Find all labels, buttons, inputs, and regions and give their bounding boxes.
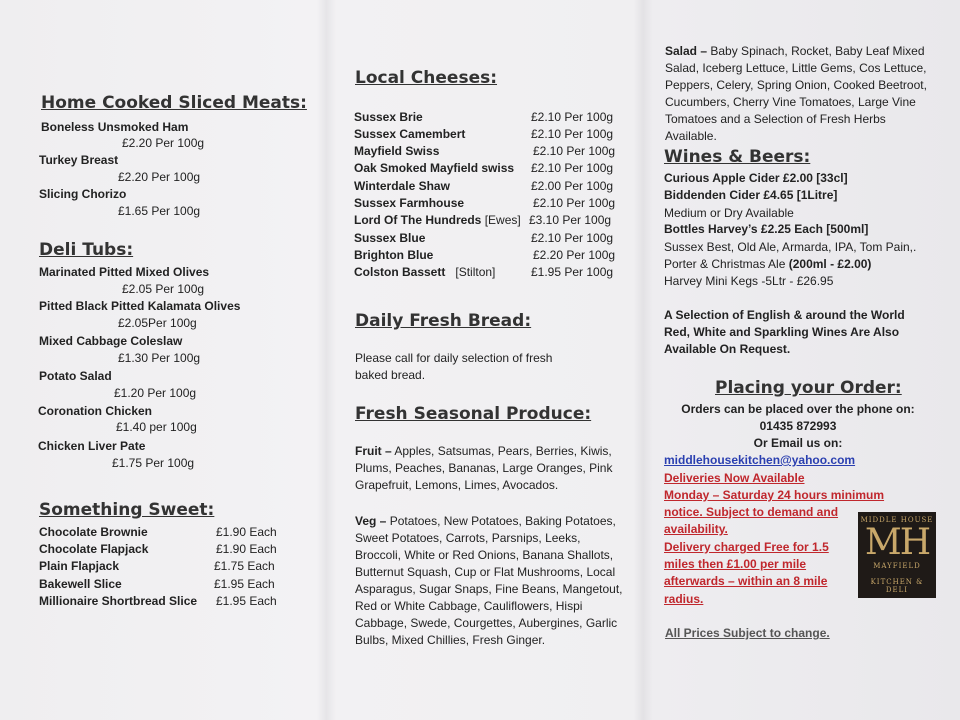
wine-line: Medium or Dry Available xyxy=(664,206,794,220)
delivery-line: afterwards – within an 8 mile xyxy=(664,574,828,588)
sweet-price: £1.75 Each xyxy=(214,559,275,573)
cheese-name: Oak Smoked Mayfield swiss xyxy=(354,161,515,175)
logo-place: MAYFIELD xyxy=(873,562,921,570)
wine-note: A Selection of English & around the World xyxy=(664,308,905,322)
cheese-name: Colston Bassett xyxy=(354,265,446,279)
sweet-price: £1.90 Each xyxy=(216,542,277,556)
wines-heading: Wines & Beers: xyxy=(664,147,811,167)
produce-heading: Fresh Seasonal Produce: xyxy=(355,404,592,424)
deli-price: £1.75 Per 100g xyxy=(112,456,195,470)
cheese-extra: [Ewes] xyxy=(484,213,521,227)
deli-price: £2.05Per 100g xyxy=(118,316,197,330)
cheeses-heading: Local Cheeses: xyxy=(355,68,498,88)
delivery-line: Monday – Saturday 24 hours minimum xyxy=(664,488,885,502)
delivery-line: Delivery charged Free for 1.5 xyxy=(664,540,829,554)
deli-name: Marinated Pitted Mixed Olives xyxy=(39,265,210,279)
sweet-name: Plain Flapjack xyxy=(39,559,120,573)
delivery-line: radius. xyxy=(664,592,704,606)
fruit-paragraph xyxy=(355,443,627,494)
cheese-price: £2.10 Per 100g xyxy=(531,127,614,141)
cheese-price: £2.10 Per 100g xyxy=(531,110,614,124)
deli-price: £1.30 Per 100g xyxy=(118,351,201,365)
deli-name: Chicken Liver Pate xyxy=(38,439,146,453)
cheese-name: Sussex Blue xyxy=(354,231,426,245)
cheese-name: Mayfield Swiss xyxy=(354,144,440,158)
veg-text: Potatoes, New Potatoes, Baking Potatoes, Sweet Potatoes, Carrots, Parsnips, Leeks, Broccoli, White or Red Onions, Banana Shallots, Butternut Squash, Cup or Flat Mushrooms, Local Asparagus, Sugar Snaps, Fine Beans, Mangetout, Red or White Cabbage, Cauliflowers, Hispi Cabbage, Swede, Courgettes, Aubergines, Garlic Bulbs, Mixed Chillies, Fresh Ginger. xyxy=(355,514,623,647)
deli-price: £1.40 per 100g xyxy=(116,420,197,434)
cheese-name: Sussex Camembert xyxy=(354,127,466,141)
wine-line-a: Porter & Christmas Ale xyxy=(664,257,789,271)
delivery-line: availability. xyxy=(664,522,728,536)
sweet-name: Millionaire Shortbread Slice xyxy=(39,594,198,608)
deli-price: £2.05 Per 100g xyxy=(122,282,205,296)
meats-heading: Home Cooked Sliced Meats: xyxy=(41,93,307,113)
wine-line-b: (200ml - £2.00) xyxy=(788,257,872,271)
wine-note: Red, White and Sparkling Wines Are Also xyxy=(664,325,900,339)
meat-price: £1.65 Per 100g xyxy=(118,204,201,218)
wine-line xyxy=(664,257,871,271)
sweet-row xyxy=(39,594,277,608)
cheese-price: £2.10 Per 100g xyxy=(533,144,616,158)
delivery-line: Deliveries Now Available xyxy=(664,471,805,485)
cheese-row xyxy=(354,231,614,245)
cheese-row xyxy=(354,196,616,210)
bread-text: Please call for daily selection of fresh xyxy=(355,351,553,365)
sweet-row xyxy=(39,559,275,573)
wine-line: Harvey Mini Kegs -5Ltr - £26.95 xyxy=(664,274,834,288)
wine-note: Available On Request. xyxy=(664,342,791,356)
cheese-name: Lord Of The Hundreds xyxy=(354,213,482,227)
prices-note: All Prices Subject to change. xyxy=(665,626,830,640)
cheese-extra: [Stilton] xyxy=(455,265,496,279)
order-heading: Placing your Order: xyxy=(715,378,902,398)
order-phone[interactable]: 01435 872993 xyxy=(759,419,837,433)
cheese-price: £2.10 Per 100g xyxy=(531,161,614,175)
deli-heading: Deli Tubs: xyxy=(39,240,134,260)
sweet-price: £1.95 Each xyxy=(214,577,275,591)
cheese-price: £1.95 Per 100g xyxy=(531,265,614,279)
deli-name: Pitted Black Pitted Kalamata Olives xyxy=(39,299,241,313)
wine-line: Bottles Harvey’s £2.25 Each [500ml] xyxy=(664,222,869,236)
meat-name: Turkey Breast xyxy=(39,153,119,167)
cheese-name: Sussex Farmhouse xyxy=(354,196,465,210)
meat-price: £2.20 Per 100g xyxy=(122,136,205,150)
order-line: Orders can be placed over the phone on: xyxy=(681,402,915,416)
cheese-row xyxy=(354,248,616,262)
logo-top-text: MIDDLE HOUSE xyxy=(860,516,934,524)
veg-label: Veg – xyxy=(355,514,387,528)
sweet-name: Chocolate Flapjack xyxy=(39,542,149,556)
cheese-row xyxy=(354,213,612,227)
cheese-price: £2.10 Per 100g xyxy=(533,196,616,210)
bread-heading: Daily Fresh Bread: xyxy=(355,311,532,331)
middle-house-logo xyxy=(858,512,936,598)
cheese-name: Winterdale Shaw xyxy=(354,179,450,193)
sweet-row xyxy=(39,577,275,591)
cheese-name: Brighton Blue xyxy=(354,248,434,262)
cheese-price: £2.00 Per 100g xyxy=(531,179,614,193)
sweet-name: Chocolate Brownie xyxy=(39,525,148,539)
deli-name: Potato Salad xyxy=(39,369,112,383)
email-link[interactable]: middlehousekitchen@yahoo.com xyxy=(664,453,856,467)
cheese-row xyxy=(354,110,614,124)
logo-bottom-text: KITCHEN & DELI xyxy=(870,578,924,594)
salad-label: Salad – xyxy=(665,44,708,58)
sweet-name: Bakewell Slice xyxy=(39,577,122,591)
deli-price: £1.20 Per 100g xyxy=(114,386,197,400)
wine-line: Biddenden Cider £4.65 [1Litre] xyxy=(664,188,838,202)
cheese-row xyxy=(354,127,614,141)
delivery-line: notice. Subject to demand and xyxy=(664,505,839,519)
sweet-row xyxy=(39,525,277,539)
cheese-price: £2.10 Per 100g xyxy=(531,231,614,245)
deli-name: Mixed Cabbage Coleslaw xyxy=(39,334,183,348)
fruit-label: Fruit – xyxy=(355,444,392,458)
sweet-heading: Something Sweet: xyxy=(39,500,215,520)
bread-text: baked bread. xyxy=(355,368,426,382)
order-line: Or Email us on: xyxy=(753,436,843,450)
salad-paragraph xyxy=(665,43,935,145)
cheese-price: £2.20 Per 100g xyxy=(533,248,616,262)
fruit-text: Apples, Satsumas, Pears, Berries, Kiwis, Plums, Peaches, Bananas, Large Oranges, Pink Grapefruit, Lemons, Limes, Avocados. xyxy=(355,444,613,492)
wine-line: Sussex Best, Old Ale, Armarda, IPA, Tom Pain,. xyxy=(664,240,917,254)
cheese-row xyxy=(354,179,614,193)
sweet-price: £1.90 Each xyxy=(216,525,277,539)
veg-paragraph xyxy=(355,513,623,649)
sweet-row xyxy=(39,542,277,556)
cheese-name: Sussex Brie xyxy=(354,110,423,124)
logo-mh: MH xyxy=(864,522,930,563)
cheese-row xyxy=(354,144,616,158)
meat-name: Boneless Unsmoked Ham xyxy=(41,120,189,134)
meat-price: £2.20 Per 100g xyxy=(118,170,201,184)
sweet-price: £1.95 Each xyxy=(216,594,277,608)
column-left xyxy=(38,0,308,720)
cheese-price: £3.10 Per 100g xyxy=(529,213,612,227)
delivery-line: miles then £1.00 per mile xyxy=(664,557,807,571)
salad-text: Baby Spinach, Rocket, Baby Leaf Mixed Salad, Iceberg Lettuce, Little Gems, Cos Lettuce, Peppers, Celery, Spring Onion, Cooked Beetroot, Cucumbers, Cherry Vine Tomatoes, Large Vine Tomatoes and a Selection of Fresh Herbs Available. xyxy=(665,44,927,143)
meat-name: Slicing Chorizo xyxy=(39,187,127,201)
column-right xyxy=(663,0,953,720)
deli-name: Coronation Chicken xyxy=(38,404,153,418)
column-middle xyxy=(354,0,634,720)
wine-line: Curious Apple Cider £2.00 [33cl] xyxy=(664,171,848,185)
cheese-row xyxy=(354,265,614,279)
cheese-row xyxy=(354,161,614,175)
